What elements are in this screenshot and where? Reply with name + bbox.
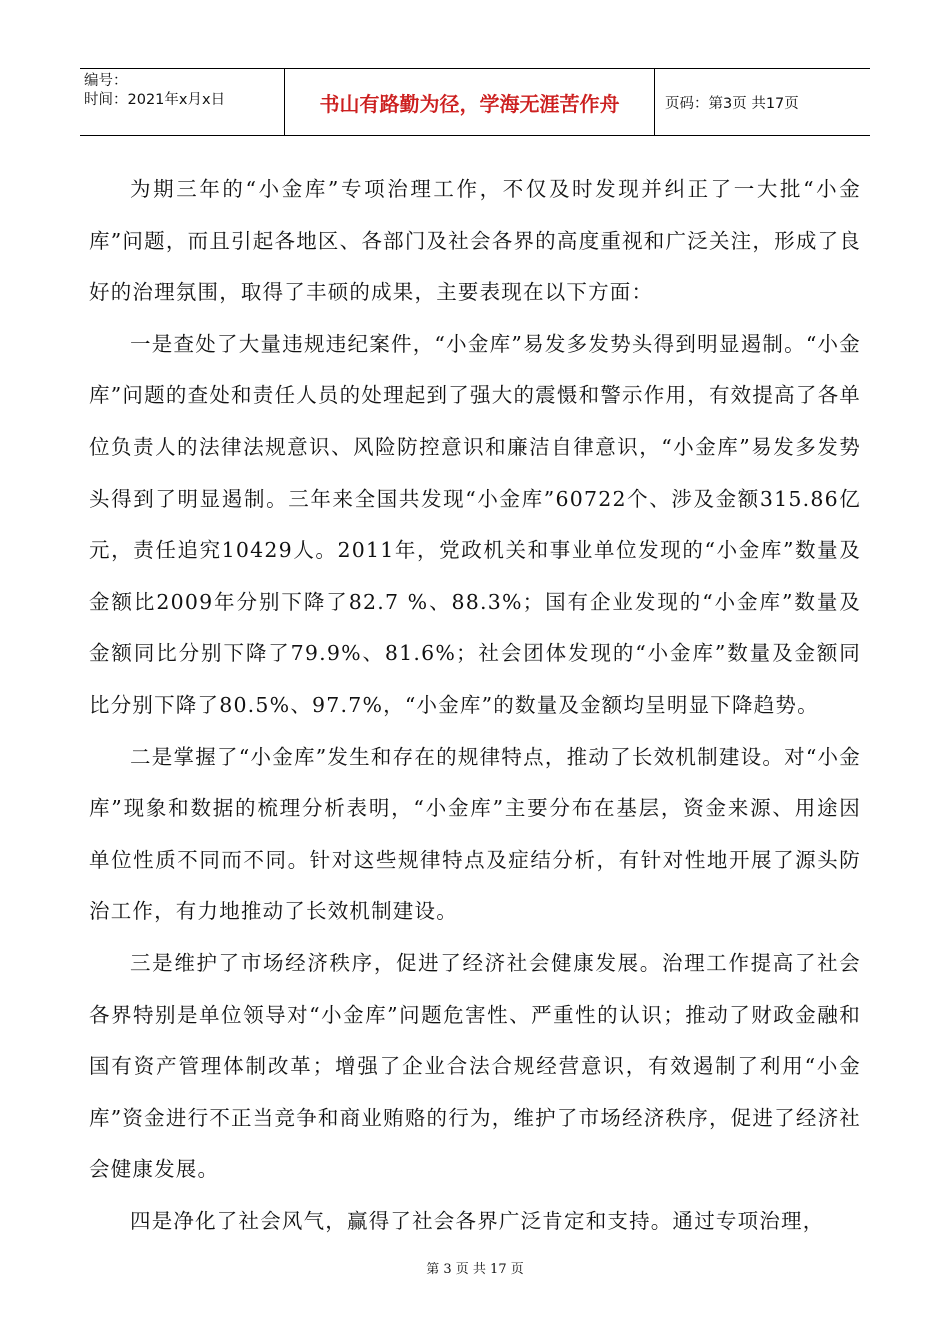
document-date: 时间：2021年x月x日 <box>84 92 226 108</box>
page-footer: 第 3 页 共 17 页 <box>426 1262 524 1277</box>
document-number-label: 编号： <box>84 73 128 89</box>
header-motto: 书山有路勤为径，学海无涯苦作舟 <box>285 69 655 135</box>
body-paragraph: 四是净化了社会风气，赢得了社会各界广泛肯定和支持。通过专项治理， <box>130 1208 825 1233</box>
body-paragraph: 一是查处了大量违规违纪案件，“小金库”易发多发势头得到明显遏制。“小金库”问题的查处和责任人员的处理起到了强大的震慑和警示作用，有效提高了各单位负责人的法律法规意识、风险防控意识和廉洁自律意识，“小金库”易发多发势头得到了明显遏制。三年来全国共发现“小金库”60722个、涉及金额315.86亿元，责任追究10429人。2011年，党政机关和事业单位发现的“小金库”数量及金额比2009年分别下降了82.7 %、88.3%；国有企业发现的“小金库”数量及金额同比分别下降了79.9%、81.6%；社会团体发现的“小金库”数量及金额同比分别下降了80.5%、97.7%，“小金库”的数量及金额均呈明显下降趋势。 <box>89 331 861 717</box>
body-paragraph: 三是维护了市场经济秩序，促进了经济社会健康发展。治理工作提高了社会各界特别是单位领导对“小金库”问题危害性、严重性的认识；推动了财政金融和国有资产管理体制改革；增强了企业合法合规经营意识，有效遏制了利用“小金库”资金进行不正当竞争和商业贿赂的行为，维护了市场经济秩序，促进了经济社会健康发展。 <box>89 950 861 1182</box>
header-page-info: 页码：第3页 共17页 <box>665 95 799 112</box>
document-body <box>89 164 861 1247</box>
header-meta <box>80 69 285 135</box>
body-paragraph: 为期三年的“小金库”专项治理工作，不仅及时发现并纠正了一大批“小金库”问题，而且引起各地区、各部门及社会各界的高度重视和广泛关注，形成了良好的治理氛围，取得了丰硕的成果，主要表现在以下方面： <box>89 177 861 305</box>
body-paragraph: 二是掌握了“小金库”发生和存在的规律特点，推动了长效机制建设。对“小金库”现象和数据的梳理分析表明，“小金库”主要分布在基层，资金来源、用途因单位性质不同而不同。针对这些规律特点及症结分析，有针对性地开展了源头防治工作，有力地推动了长效机制建设。 <box>89 744 861 924</box>
page-header <box>80 68 870 136</box>
